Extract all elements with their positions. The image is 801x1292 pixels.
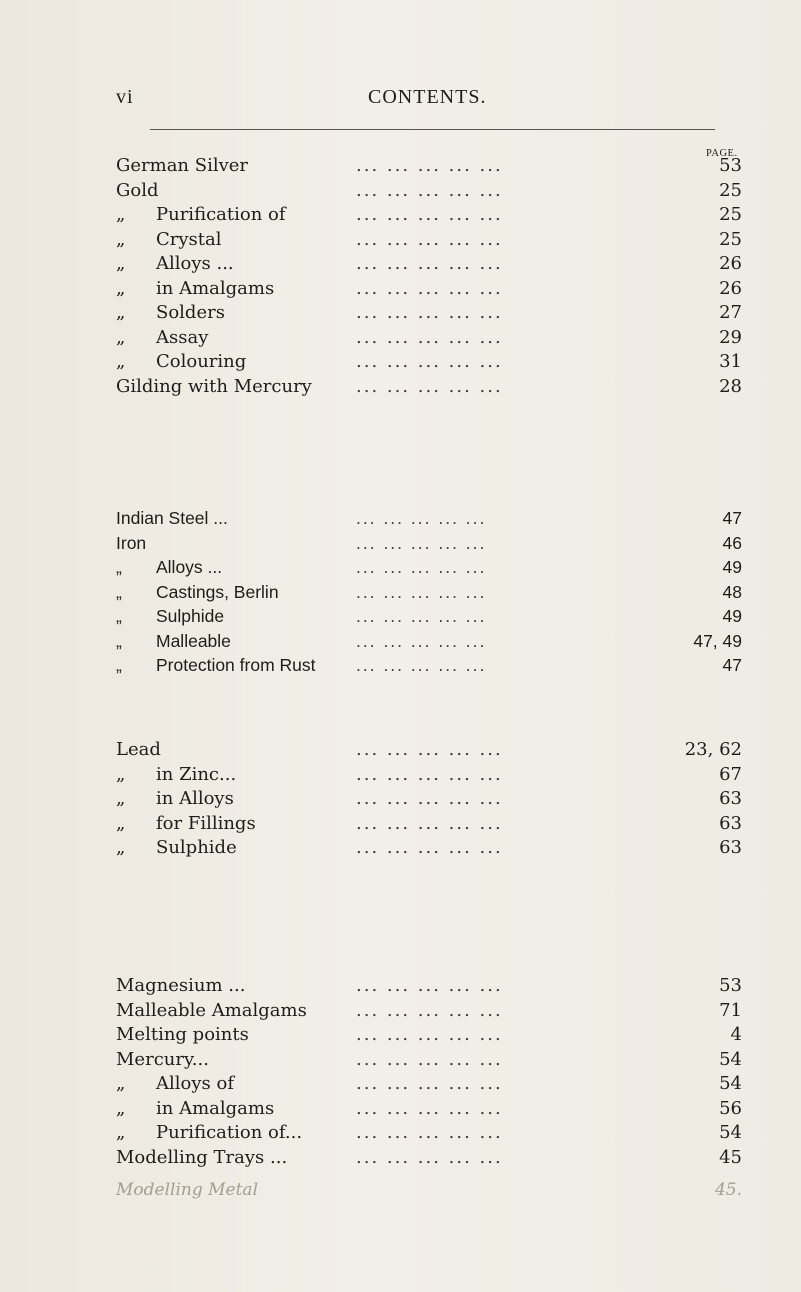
entry-label: Indian Steel ...: [116, 508, 228, 528]
entry-page-number: 49: [722, 606, 742, 626]
dot-leader: ... ... ... ... ...: [356, 739, 503, 760]
index-entry: [116, 1097, 742, 1122]
dot-leader: ... ... ... ... ...: [356, 812, 503, 834]
entry-page-number: 54: [719, 1122, 742, 1143]
ditto-mark: „: [116, 655, 122, 675]
dot-leader: ... ... ... ... ...: [356, 253, 503, 274]
entry-label: Magnesium ...: [116, 975, 246, 996]
dot-leader: ... ... ... ... ...: [356, 557, 487, 577]
dot-leader: ... ... ... ... ...: [356, 837, 503, 858]
dot-leader: ... ... ... ... ...: [356, 351, 503, 372]
entry-label: Purification of: [156, 204, 286, 225]
entry-label: Colouring: [156, 351, 247, 372]
index-entry: [116, 154, 742, 179]
index-entry: [116, 1023, 742, 1048]
ditto-mark: „: [116, 302, 126, 323]
ditto-mark: „: [116, 326, 126, 348]
entry-page-number: 47: [722, 508, 742, 528]
index-entry: [116, 506, 742, 531]
entry-label: Sulphide: [156, 837, 237, 858]
index-entry: [116, 1048, 742, 1073]
index-entry: [116, 653, 742, 678]
entry-label: Crystal: [156, 228, 222, 250]
index-entry: [116, 738, 742, 763]
entry-page-number: 54: [719, 1073, 742, 1094]
index-entry: [116, 531, 742, 556]
index-entry: [116, 812, 742, 837]
entry-label: Mercury...: [116, 1048, 209, 1070]
entry-label: Protection from Rust: [156, 655, 316, 675]
entry-label: German Silver: [116, 155, 249, 176]
entry-page-number: 28: [719, 375, 742, 397]
ditto-mark: „: [116, 1122, 126, 1143]
ditto-mark: „: [116, 788, 126, 809]
index-entry: [116, 1146, 742, 1171]
dot-leader: ... ... ... ... ...: [356, 155, 503, 176]
index-entry: [116, 580, 742, 605]
index-entry: [116, 1121, 742, 1146]
dot-leader: ... ... ... ... ...: [356, 179, 503, 201]
index-entry: [116, 179, 742, 204]
dot-leader: ... ... ... ... ...: [356, 630, 487, 651]
entry-page-number: 31: [719, 351, 742, 372]
entry-label: Alloys ...: [156, 557, 223, 577]
index-section: [116, 974, 742, 1170]
index-entry: [116, 787, 742, 812]
page-column-label: PAGE.: [706, 148, 738, 159]
dot-leader: ... ... ... ... ...: [356, 326, 503, 348]
ditto-mark: „: [116, 1073, 126, 1094]
entry-label: Malleable: [156, 630, 231, 651]
index-entry: [116, 203, 742, 228]
entry-page-number: 27: [719, 302, 742, 323]
handwritten-note-left: Modelling Metal: [116, 1180, 259, 1200]
entry-label: Castings, Berlin: [156, 581, 279, 602]
entry-label: Alloys of: [156, 1073, 234, 1094]
entry-page-number: 4: [730, 1024, 742, 1045]
index-entry: [116, 836, 742, 861]
dot-leader: ... ... ... ... ...: [356, 375, 503, 397]
index-entry: [116, 629, 742, 654]
dot-leader: ... ... ... ... ...: [356, 975, 503, 996]
dot-leader: ... ... ... ... ...: [356, 508, 487, 528]
ditto-mark: „: [116, 204, 126, 225]
entry-page-number: 63: [719, 812, 742, 834]
entry-label: Gilding with Mercury: [116, 375, 312, 397]
entry-label: Malleable Amalgams: [116, 999, 307, 1021]
index-entry: [116, 326, 742, 351]
entry-label: Iron: [116, 532, 147, 553]
index-entry: [116, 999, 742, 1024]
dot-leader: ... ... ... ... ...: [356, 1097, 503, 1119]
ditto-mark: „: [116, 351, 126, 372]
entry-page-number: 29: [719, 326, 742, 348]
ditto-mark: „: [116, 606, 122, 626]
entry-label: Purification of...: [156, 1122, 303, 1143]
index-entry: [116, 301, 742, 326]
entry-label: Solders: [156, 302, 225, 323]
index-entry: [116, 763, 742, 788]
ditto-mark: „: [116, 812, 126, 834]
running-title: CONTENTS.: [368, 86, 487, 108]
entry-page-number: 63: [719, 837, 742, 858]
dot-leader: ... ... ... ... ...: [356, 655, 487, 675]
dot-leader: ... ... ... ... ...: [356, 606, 487, 626]
dot-leader: ... ... ... ... ...: [356, 1073, 503, 1094]
dot-leader: ... ... ... ... ...: [356, 228, 503, 250]
index-section: [116, 506, 742, 678]
header-rule: [150, 129, 715, 130]
dot-leader: ... ... ... ... ...: [356, 532, 487, 553]
index-entry: [116, 228, 742, 253]
dot-leader: ... ... ... ... ...: [356, 1048, 503, 1070]
page-header: [0, 86, 801, 116]
entry-page-number: 53: [719, 155, 742, 176]
dot-leader: ... ... ... ... ...: [356, 788, 503, 809]
index-entry: [116, 350, 742, 375]
entry-label: in Amalgams: [156, 277, 275, 299]
entry-label: in Zinc...: [156, 763, 237, 785]
index-entry: [116, 604, 742, 629]
dot-leader: ... ... ... ... ...: [356, 277, 503, 299]
entry-label: in Amalgams: [156, 1097, 275, 1119]
entry-page-number: 47: [722, 655, 742, 675]
ditto-mark: „: [116, 557, 122, 577]
index-section: [116, 738, 742, 861]
entry-page-number: 49: [722, 557, 742, 577]
ditto-mark: „: [116, 581, 122, 602]
entry-label: Assay: [156, 326, 209, 348]
entry-label: Sulphide: [156, 606, 225, 626]
dot-leader: ... ... ... ... ...: [356, 302, 503, 323]
index-entry: [116, 555, 742, 580]
entry-page-number: 46: [722, 532, 742, 553]
entry-page-number: 53: [719, 975, 742, 996]
index-entry: [116, 974, 742, 999]
ditto-mark: „: [116, 228, 126, 250]
ditto-mark: „: [116, 837, 126, 858]
dot-leader: ... ... ... ... ...: [356, 581, 487, 602]
index-entry: [116, 252, 742, 277]
dot-leader: ... ... ... ... ...: [356, 204, 503, 225]
entry-label: Lead: [116, 739, 161, 760]
entry-page-number: 63: [719, 788, 742, 809]
entry-page-number: 23, 62: [684, 739, 742, 760]
dot-leader: ... ... ... ... ...: [356, 763, 503, 785]
entry-page-number: 25: [719, 228, 742, 250]
entry-page-number: 25: [719, 204, 742, 225]
ditto-mark: „: [116, 763, 126, 785]
entry-page-number: 54: [719, 1048, 742, 1070]
entry-label: in Alloys: [156, 788, 234, 809]
entry-page-number: 67: [719, 763, 742, 785]
dot-leader: ... ... ... ... ...: [356, 999, 503, 1021]
handwritten-note-right: 45.: [714, 1180, 742, 1200]
entry-label: Gold: [116, 179, 159, 201]
handwritten-annotation: [116, 1180, 742, 1210]
entry-label: for Fillings: [156, 812, 256, 834]
entry-page-number: 45: [719, 1146, 742, 1168]
entry-label: Alloys ...: [156, 253, 234, 274]
dot-leader: ... ... ... ... ...: [356, 1024, 503, 1045]
index-entry: [116, 1072, 742, 1097]
entry-label: Melting points: [116, 1024, 249, 1045]
dot-leader: ... ... ... ... ...: [356, 1122, 503, 1143]
entry-page-number: 25: [719, 179, 742, 201]
ditto-mark: „: [116, 253, 126, 274]
entry-page-number: 26: [719, 277, 742, 299]
ditto-mark: „: [116, 277, 126, 299]
entry-label: Modelling Trays ...: [116, 1146, 288, 1168]
entry-page-number: 48: [722, 581, 742, 602]
ditto-mark: „: [116, 1097, 126, 1119]
entry-page-number: 71: [719, 999, 742, 1021]
page-number: vi: [116, 86, 134, 108]
index-section: [116, 154, 742, 399]
index-entry: [116, 375, 742, 400]
dot-leader: ... ... ... ... ...: [356, 1146, 503, 1168]
entry-page-number: 26: [719, 253, 742, 274]
ditto-mark: „: [116, 630, 122, 651]
entry-page-number: 56: [719, 1097, 742, 1119]
index-entry: [116, 277, 742, 302]
entry-page-number: 47, 49: [693, 630, 742, 651]
